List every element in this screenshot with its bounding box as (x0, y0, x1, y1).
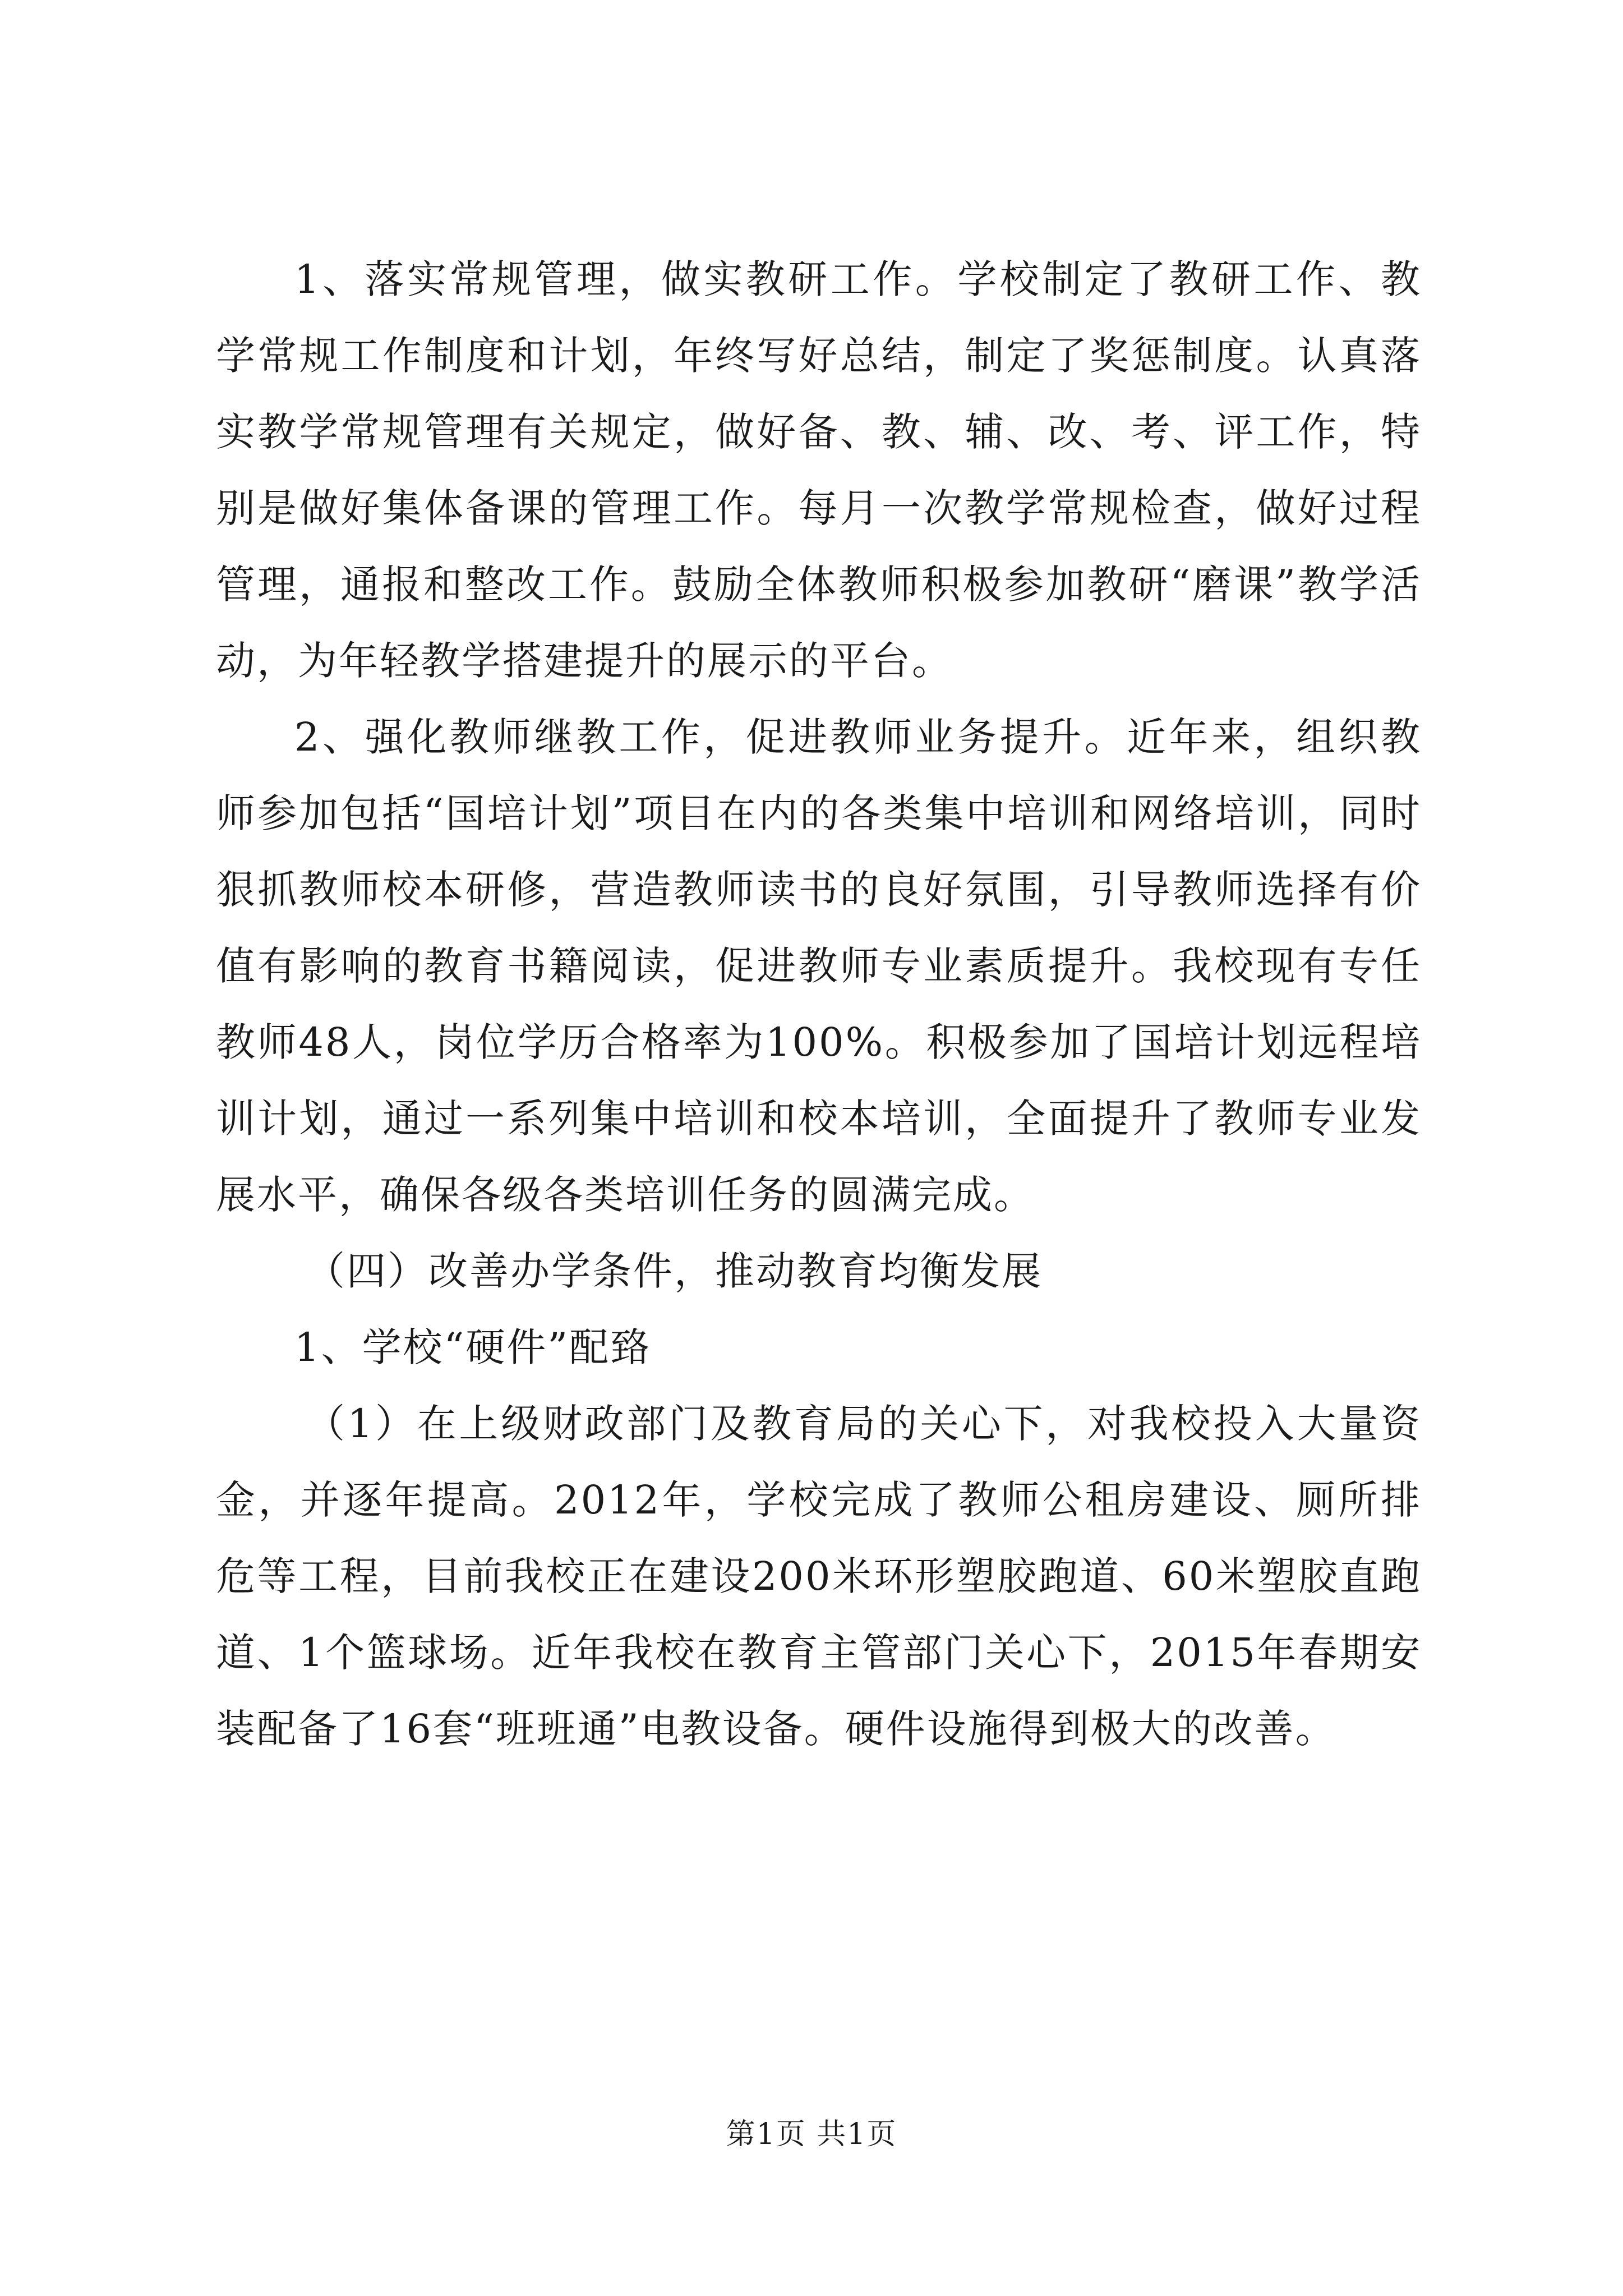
subheading-hardware: 1、学校“硬件”配臵 (294, 1324, 652, 1370)
paragraph-funding-facilities: （1）在上级财政部门及教育局的关心下，对我校投入大量资金，并逐年提高。2012年，学校完成了教师公租房建设、厕所排危等工程，目前我校正在建设200米环形塑胶跑道、60米塑胶直跑道、1个篮球场。近年我校在教育主管部门关心下，2015年春期安装配备了16套“班班通”电教设备。硬件设施得到极大的改善。 (216, 1401, 1422, 1752)
paragraph-teaching-research: 1、落实常规管理，做实教研工作。学校制定了教研工作、教学常规工作制度和计划，年终写好总结，制定了奖惩制度。认真落实教学常规管理有关规定，做好备、教、辅、改、考、评工作，特别是做好集体备课的管理工作。每月一次教学常规检查，做好过程管理，通报和整改工作。鼓励全体教师积极参加教研“磨课”教学活动，为年轻教学搭建提升的展示的平台。 (216, 256, 1422, 684)
paragraph-teacher-training: 2、强化教师继教工作，促进教师业务提升。近年来，组织教师参加包括“国培计划”项目在内的各类集中培训和网络培训，同时狠抓教师校本研修，营造教师读书的良好氛围，引导教师选择有价值有影响的教育书籍阅读，促进教师专业素质提升。我校现有专任教师48人，岗位学历合格率为100%。积极参加了国培计划远程培训计划，通过一系列集中培训和校本培训，全面提升了教师专业发展水平，确保各级各类培训任务的圆满完成。 (216, 714, 1422, 1218)
page-footer: 第1页 共1页 (726, 2118, 897, 2151)
document-body (216, 241, 1422, 1767)
section-heading-school-conditions: （四）改善办学条件，推动教育均衡发展 (306, 1248, 1043, 1294)
